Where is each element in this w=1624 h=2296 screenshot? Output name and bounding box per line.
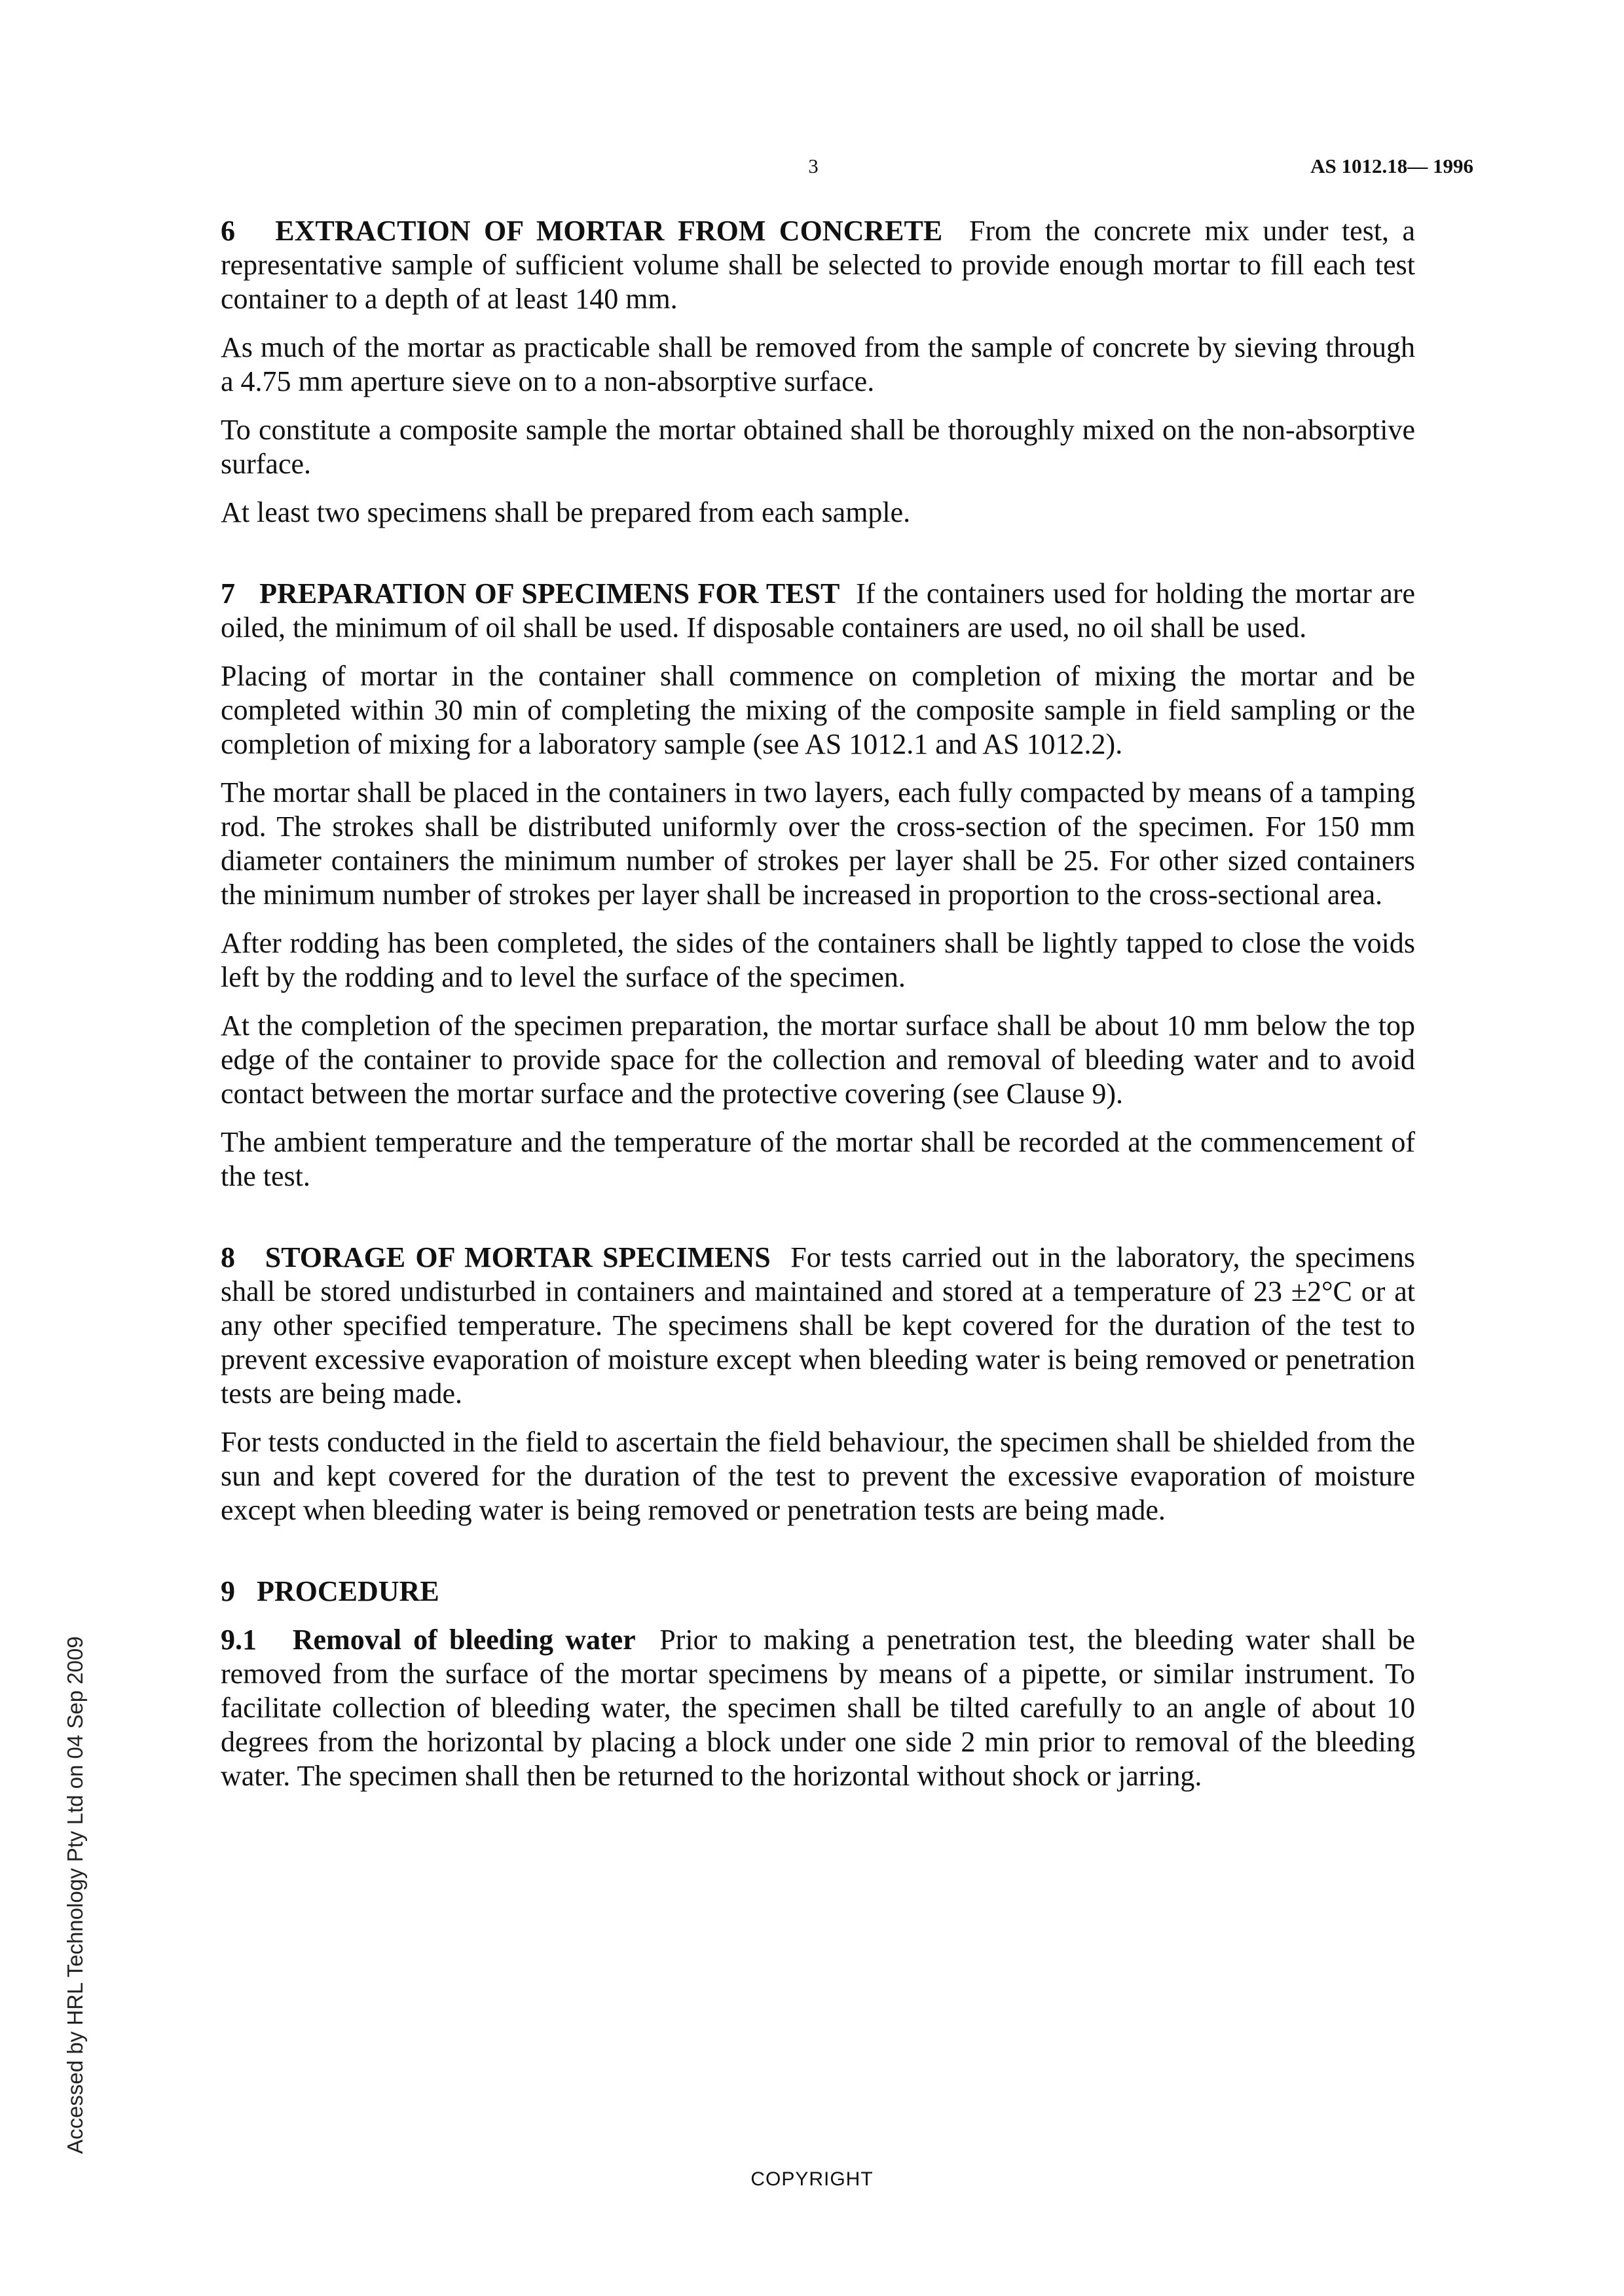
page-number: 3: [808, 155, 819, 177]
section-7-paragraph-5: At the completion of the specimen preparation, the mortar surface shall be about 10 mm below the top edge of the container to provide space for the collection and removal of bleeding water and to avoid contact between the mortar surface and the protective covering (see Clause 9).: [221, 1010, 1415, 1110]
section-6-text-1: From the concrete mix under test, a representative sample of sufficient volume shall be selected to provide enough mortar to fill each test container to a depth of at least 140 mm.: [221, 215, 1416, 315]
copyright-footer: COPYRIGHT: [750, 2168, 874, 2190]
section-8-heading: 8 STORAGE OF MORTAR SPECIMENS: [221, 1241, 771, 1273]
section-8-text-1: For tests carried out in the laboratory, the specimens shall be stored undisturbed in containers and maintained and stored at a temperature of 23 ±2°C or at any other specified temperature. The specimens shall be kept covered for the duration of the test to prevent excessive evaporation of moisture except when bleeding water is being removed or penetration tests are being made.: [221, 1241, 1416, 1410]
section-9-1-heading: 9.1 Removal of bleeding water: [221, 1624, 636, 1656]
section-9-1-text: Prior to making a penetration test, the bleeding water shall be removed from the surface of the mortar specimens by means of a pipette, or similar instrument. To facilitate collection of bleeding water, the specimen shall be tilted carefully to an angle of about 10 degrees from the horizontal by placing a block under one side 2 min prior to removal of the bleeding water. The specimen shall then be returned to the horizontal without shock or jarring.: [221, 1624, 1416, 1792]
section-7-paragraph-1: [221, 577, 1415, 645]
section-6-paragraph-1: [221, 214, 1415, 316]
section-7-paragraph-4: After rodding has been completed, the sides of the containers shall be lightly tapped to close the voids left by the rodding and to level the surface of the specimen.: [221, 927, 1415, 993]
section-9-1-paragraph: [221, 1623, 1415, 1793]
section-9-heading: 9 PROCEDURE: [221, 1575, 439, 1607]
section-6-paragraph-2: As much of the mortar as practicable shall be removed from the sample of concrete by sieving through a 4.75 mm aperture sieve on to a non-absorptive surface.: [221, 331, 1415, 397]
document-body: [221, 214, 1415, 1808]
section-7-heading: 7 PREPARATION OF SPECIMENS FOR TEST: [221, 577, 840, 610]
standard-reference: AS 1012.18— 1996: [1310, 155, 1473, 177]
section-6-paragraph-3: To constitute a composite sample the mortar obtained shall be thoroughly mixed on the non-absorptive surface.: [221, 414, 1415, 480]
section-7-paragraph-6: The ambient temperature and the temperature of the mortar shall be recorded at the commencement of the test.: [221, 1126, 1415, 1192]
section-6-heading: 6 EXTRACTION OF MORTAR FROM CONCRETE: [221, 215, 943, 247]
section-7-paragraph-3: The mortar shall be placed in the containers in two layers, each fully compacted by means of a tamping rod. The strokes shall be distributed uniformly over the cross-section of the specimen. For 150 mm diameter containers the minimum number of strokes per layer shall be 25. For other sized containers the minimum number of strokes per layer shall be increased in proportion to the cross-sectional area.: [221, 776, 1415, 911]
section-7-text-1: If the containers used for holding the mortar are oiled, the minimum of oil shall be used. If disposable containers are used, no oil shall be used.: [221, 577, 1416, 644]
section-8-paragraph-1: [221, 1241, 1415, 1411]
section-6-paragraph-4: At least two specimens shall be prepared from each sample.: [221, 496, 911, 528]
section-8-paragraph-2: For tests conducted in the field to ascertain the field behaviour, the specimen shall be shielded from the sun and kept covered for the duration of the test to prevent the excessive evaporation of moisture except when bleeding water is being removed or penetration tests are being made.: [221, 1426, 1415, 1526]
access-watermark: Accessed by HRL Technology Pty Ltd on 04 Sep 2009: [63, 1636, 87, 2154]
section-7-paragraph-2: Placing of mortar in the container shall commence on completion of mixing the mortar and be completed within 30 min of completing the mixing of the composite sample in field sampling or the completion of mixing for a laboratory sample (see AS 1012.1 and AS 1012.2).: [221, 660, 1415, 760]
